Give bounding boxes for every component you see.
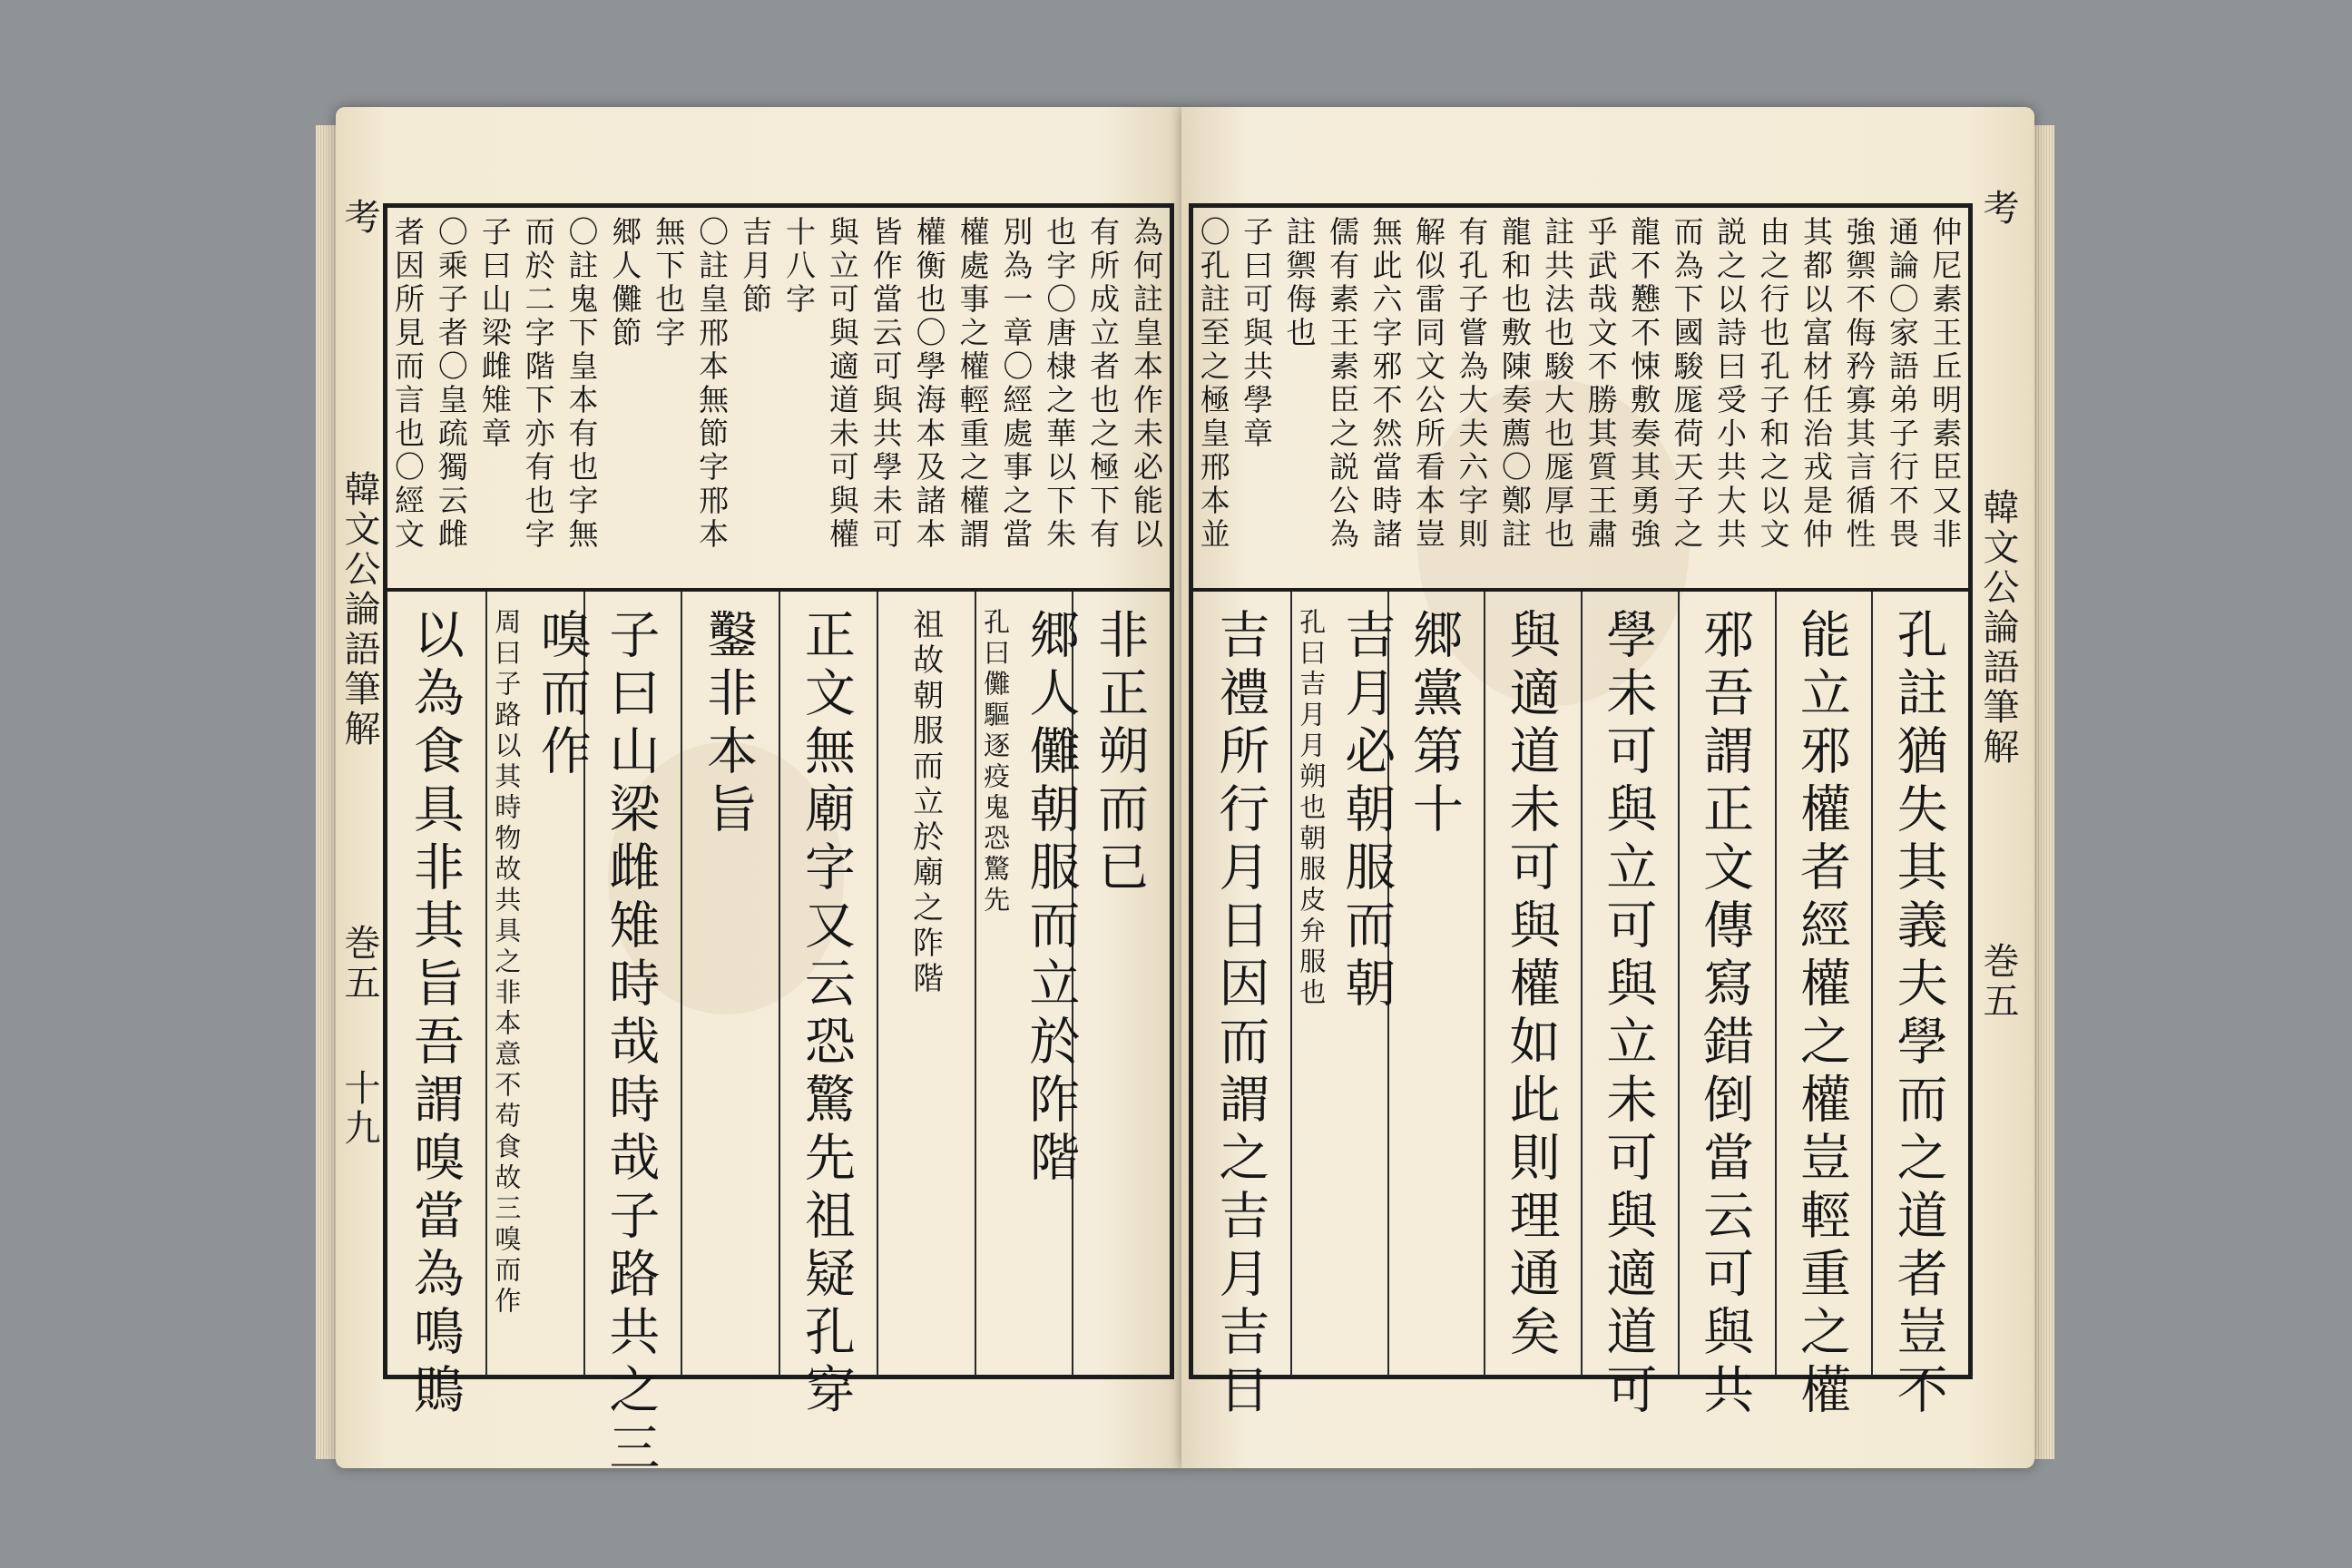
left-margin-volume: 巻五 [338,924,380,1004]
upper-note-column: 子曰山梁雌雉章 [476,216,513,451]
upper-note-column: 〇註皇邢本無節字邢本 [694,216,730,552]
upper-note-column: 龍和也敷陳奏薦〇鄭註 [1496,216,1533,552]
upper-note-column: 儒有素王素臣之説公為 [1325,216,1361,552]
upper-note-column: 有所成立者也之極下有 [1085,216,1122,552]
main-text-column: 郷人儺朝服而立於阼階 [1021,608,1081,1189]
left-margin-title: 韓文公論語筆解 [338,470,380,750]
upper-note-column: 郷人儺節 [607,216,643,350]
upper-note-column: 而為下國駿厖荷天子之 [1669,216,1705,552]
column-rule [1581,592,1583,1376]
right-margin-title: 韓文公論語筆解 [1977,488,2019,768]
column-rule [1290,592,1292,1376]
upper-note-column: 者因所見而言也〇經文 [389,216,426,552]
main-text-column: 正文無廟字又云恐驚先祖疑孔穿 [796,608,856,1421]
main-text-column: 與適道未可與權如此則理通矣 [1501,608,1561,1363]
column-rule [485,592,487,1376]
upper-note-column: 權處事之權輕重之權謂 [955,216,991,552]
upper-note-column: 為何註皇本作未必能以 [1129,216,1165,552]
commentary-gloss-column: 孔曰吉月月朔也朝服皮弁服也 [1296,608,1328,1009]
upper-note-column: 有孔子嘗為大夫六字則 [1454,216,1490,552]
main-text-column: 非正朔而已 [1090,608,1150,898]
main-text-column: 孔註猶失其義夫學而之道者豈不 [1888,608,1948,1421]
upper-note-column: 解似雷同文公所看本豈 [1410,216,1446,552]
upper-note-column: 別為一章〇經處事之當 [998,216,1034,552]
upper-note-column: 與立可與適道未可與權 [824,216,860,552]
main-text-column: 能立邪權者經權之權豈輕重之權 [1791,608,1851,1421]
upper-note-column: 十八字 [780,216,817,317]
commentary-gloss-column: 祖故朝服而立於廟之阼階 [906,608,944,997]
upper-note-column: 龍不戁不悚敷奏其勇強 [1626,216,1662,552]
right-page [1181,107,2034,1468]
open-book [336,107,2034,1479]
main-text-column: 郷黨第十 [1404,608,1464,840]
upper-note-column: 註共法也駿大也厖厚也 [1540,216,1576,552]
upper-note-column: 吉月節 [738,216,774,317]
upper-note-column: 權衡也〇學海本及諸本 [911,216,947,552]
main-text-column: 嗅而作 [532,608,592,782]
upper-note-column: 而於二字階下亦有也字 [520,216,556,552]
upper-note-column: 乎武哉文不勝其質王肅 [1583,216,1619,552]
upper-note-column: 説之以詩曰受小共大共 [1712,216,1749,552]
upper-note-column: 子曰可與共學章 [1239,216,1275,451]
main-text-column: 以為食具非其旨吾謂嗅當為鳴鵙 [405,608,465,1421]
main-text-column: 邪吾謂正文傳寫錯倒當云可與共 [1695,608,1755,1421]
column-rule [779,592,780,1376]
right-margin-volume: 巻五 [1977,942,2019,1022]
column-rule [1775,592,1777,1376]
upper-note-column: 無此六字邪不然當時諸 [1367,216,1404,552]
main-text-column: 子曰山梁雌雉時哉時哉子路共之三 [601,608,661,1479]
column-rule [681,592,682,1376]
upper-note-column: 仲尼素王丘明素臣又非 [1927,216,1964,552]
upper-note-column: 由之行也孔子和之以文 [1755,216,1791,552]
main-text-column: 鑿非本旨 [699,608,759,840]
upper-note-column: 註禦侮也 [1281,216,1318,350]
upper-note-column: 也字〇唐棣之華以下朱 [1042,216,1078,552]
main-text-column: 吉禮所行月日因而謂之吉月吉日 [1210,608,1270,1421]
right-margin-top-mark: 考 [1977,189,2019,229]
upper-note-column: 〇孔註至之極皇邢本並 [1195,216,1231,552]
upper-note-column: 其都以富材任治戎是仲 [1798,216,1834,552]
left-page [336,107,1181,1479]
column-rule [1678,592,1680,1376]
column-rule [1484,592,1485,1376]
main-text-column: 學未可與立可與立未可與適道可 [1598,608,1658,1421]
column-rule [1871,592,1873,1376]
left-margin-folio: 十九 [338,1069,380,1149]
upper-note-column: 通論〇家語弟子行不畏 [1884,216,1920,552]
column-rule [877,592,878,1376]
commentary-gloss-column: 周曰子路以其時物故共具之非本意不苟食故三嗅而作 [491,608,523,1318]
commentary-gloss-column: 孔曰儺驅逐疫鬼恐驚先 [980,608,1012,916]
column-rule [975,592,976,1376]
upper-note-column: 無下也字 [651,216,687,350]
main-text-column: 吉月必朝服而朝 [1337,608,1396,1014]
upper-note-column: 皆作當云可與共學未可 [867,216,904,552]
upper-note-column: 強禦不侮矜寡其言循性 [1841,216,1877,552]
left-margin-top-mark: 考 [338,198,380,238]
upper-note-column: 〇註鬼下皇本有也字無 [564,216,600,552]
upper-note-column: 〇乘子者〇皇疏獨云雌 [433,216,469,552]
